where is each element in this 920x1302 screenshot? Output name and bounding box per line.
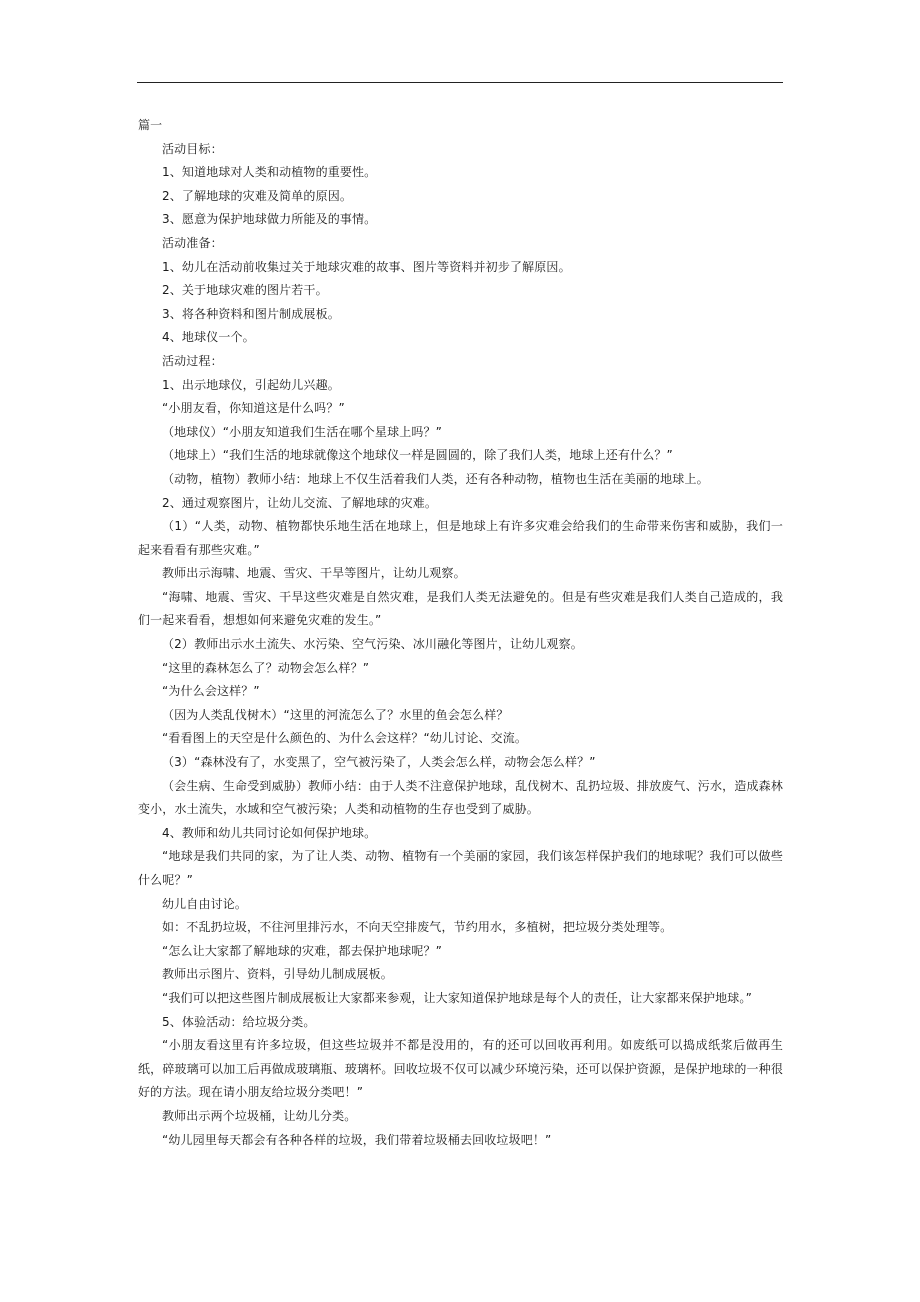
paragraph: 幼儿自由讨论。: [162, 896, 248, 911]
paragraph: 4、地球仪一个。: [162, 330, 255, 345]
paragraph: 2、关于地球灾难的图片若干。: [162, 283, 328, 298]
paragraph: “地球是我们共同的家，为了让人类、动物、植物有一个美丽的家园，我们该怎样保护我们的地球呢？我们可以做些什么呢？”: [138, 849, 783, 887]
paragraph: 3、将各种资料和图片制成展板。: [162, 306, 340, 321]
paragraph: 教师出示两个垃圾桶，让幼儿分类。: [162, 1108, 357, 1123]
paragraph: 1、出示地球仪，引起幼儿兴趣。: [162, 377, 340, 392]
paragraph: “小朋友看，你知道这是什么吗？”: [162, 401, 345, 416]
paragraph: “为什么会这样？”: [162, 684, 260, 699]
paragraph: 4、教师和幼儿共同讨论如何保护地球。: [162, 825, 377, 840]
paragraph: （地球仪）“小朋友知道我们生活在哪个星球上吗？”: [162, 424, 443, 439]
paragraph: 教师出示海啸、地震、雪灾、干旱等图片，让幼儿观察。: [162, 566, 466, 581]
paragraph: （2）教师出示水土流失、水污染、空气污染、冰川融化等图片，让幼儿观察。: [162, 637, 583, 652]
paragraph: “小朋友看这里有许多垃圾，但这些垃圾并不都是没用的，有的还可以回收再利用。如废纸可以捣成纸浆后做再生纸，碎玻璃可以加工后再做成玻璃瓶、玻璃杯。回收垃圾不仅可以减少环境污染，还可以保护资源，是保护地球的一种很好的方法。现在请小朋友给垃圾分类吧！”: [138, 1038, 783, 1100]
paragraph: 1、知道地球对人类和动植物的重要性。: [162, 165, 377, 180]
paragraph: 3、愿意为保护地球做力所能及的事情。: [162, 212, 377, 227]
paragraph: （会生病、生命受到威胁）教师小结：由于人类不注意保护地球，乱伐树木、乱扔垃圾、排放废气、污水，造成森林变小，水土流失，水域和空气被污染；人类和动植物的生存也受到了威胁。: [138, 778, 783, 817]
paragraph: （因为人类乱伐树木）“这里的河流怎么了？水里的鱼会怎么样？: [162, 707, 509, 722]
paragraph: 2、了解地球的灾难及简单的原因。: [162, 188, 353, 203]
paragraph: 教师出示图片、资料，引导幼儿制成展板。: [162, 967, 393, 982]
paragraph: “看看图上的天空是什么颜色的、为什么会这样？“幼儿讨论、交流。: [162, 731, 528, 746]
paragraph: （3）“森林没有了，水变黑了，空气被污染了，人类会怎么样，动物会怎么样？”: [162, 755, 596, 770]
paragraph: 5、体验活动：给垃圾分类。: [162, 1014, 316, 1029]
paragraph: 活动过程：: [162, 353, 223, 368]
paragraph: 活动目标：: [162, 141, 223, 156]
paragraph: （动物，植物）教师小结：地球上不仅生活着我们人类，还有各种动物，植物也生活在美丽的地球上。: [162, 471, 709, 486]
paragraph: “幼儿园里每天都会有各种各样的垃圾，我们带着垃圾桶去回收垃圾吧！”: [162, 1132, 552, 1147]
paragraph: “我们可以把这些图片制成展板让大家都来参观，让大家知道保护地球是每个人的责任，让大家都来保护地球。”: [162, 990, 752, 1005]
document-body: [138, 114, 783, 1152]
paragraph: 2、通过观察图片，让幼儿交流、了解地球的灾难。: [162, 495, 438, 510]
section-title: 篇一: [138, 118, 163, 132]
header-rule: [137, 82, 783, 83]
paragraph: 1、幼儿在活动前收集过关于地球灾难的故事、图片等资料并初步了解原因。: [162, 259, 571, 274]
paragraph: “这里的森林怎么了？动物会怎么样？”: [162, 660, 370, 675]
paragraph: 如：不乱扔垃圾，不往河里排污水，不向天空排废气，节约用水，多植树，把垃圾分类处理等。: [162, 920, 673, 935]
paragraph: （1）“人类，动物、植物都快乐地生活在地球上，但是地球上有许多灾难会给我们的生命带来伤害和威胁，我们一起来看看有那些灾难。”: [138, 519, 783, 557]
paragraph: “怎么让大家都了解地球的灾难，都去保护地球呢？”: [162, 943, 443, 958]
paragraph: 活动准备：: [162, 235, 223, 250]
paragraph: “海啸、地震、雪灾、干旱这些灾难是自然灾难，是我们人类无法避免的。但是有些灾难是我们人类自己造成的，我们一起来看看，想想如何来避免灾难的发生。”: [138, 589, 783, 628]
paragraph: （地球上）“我们生活的地球就像这个地球仪一样是圆圆的，除了我们人类，地球上还有什么？”: [162, 448, 673, 463]
